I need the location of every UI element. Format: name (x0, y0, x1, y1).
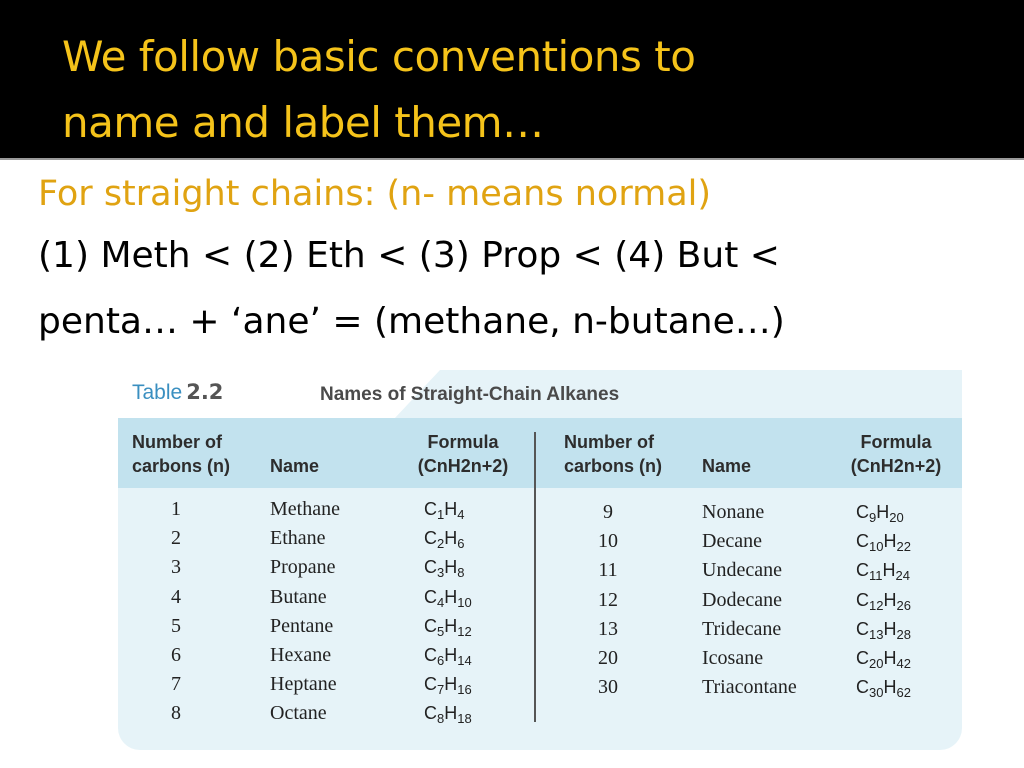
formula-hydrogen-subscript: 62 (896, 685, 911, 701)
alkane-name-cell: Ethane (270, 527, 326, 550)
formula-cell: $C_6H_{14}$ (424, 645, 472, 668)
header-carbon-count (132, 430, 230, 478)
carbon-count-cell: 20 (598, 647, 618, 669)
carbon-count-cell: 11 (598, 559, 618, 582)
formula-hydrogen-subscript: 24 (895, 568, 910, 584)
title-bar (0, 0, 1024, 160)
formula-carbon-subscript: 8 (437, 711, 445, 727)
header-carbon-count-right-line2: carbons (n) (564, 456, 663, 476)
formula-cell: $C_7H_{16}$ (424, 674, 472, 698)
formula-cell: $C_5H_{12}$ (424, 615, 472, 639)
header-name-right: Name (702, 456, 752, 476)
title-line-2: name and label them… (62, 98, 544, 147)
alkane-name-cell: Heptane (270, 673, 337, 696)
formula-cell: $C_{13}H_{28}$ (856, 618, 911, 642)
formula-carbon-subscript: 20 (869, 656, 884, 671)
formula-carbon-subscript: 4 (437, 594, 445, 610)
carbon-count-cell: 6 (171, 644, 181, 666)
formula-carbon-subscript: 3 (437, 565, 445, 581)
formula-hydrogen-subscript: 20 (889, 510, 904, 525)
carbon-count-cell: 13 (598, 617, 618, 640)
alkane-name-cell: Propane (270, 556, 336, 579)
formula-cell: $C_4H_{10}$ (424, 586, 472, 610)
carbon-count-cell: 12 (598, 588, 618, 611)
formula-carbon-subscript: 6 (437, 653, 445, 668)
header-formula-line2: (CnH2n+2) (417, 456, 509, 476)
carbon-count-cell: 3 (171, 556, 181, 579)
alkane-name-cell: Icosane (702, 647, 764, 669)
table-header (118, 418, 962, 488)
header-formula (408, 430, 518, 478)
formula-hydrogen-subscript: 14 (457, 653, 472, 668)
formula-hydrogen-subscript: 26 (896, 597, 911, 613)
table-number: 2.2 (186, 380, 224, 404)
formula-cell: $C_{10}H_{22}$ (856, 531, 911, 555)
formula-carbon-subscript: 7 (437, 682, 445, 698)
formula-hydrogen-subscript: 16 (457, 682, 472, 698)
formula-cell: $C_{20}H_{42}$ (856, 648, 911, 671)
carbon-count-cell: 7 (171, 673, 181, 696)
formula-cell: $C_2H_6$ (424, 528, 465, 552)
carbon-count-cell: 2 (171, 527, 181, 550)
carbon-count-cell: 9 (603, 501, 613, 523)
formula-hydrogen-subscript: 8 (457, 565, 465, 581)
formula-cell: $C_3H_8$ (424, 557, 465, 581)
table-caption: Names of Straight-Chain Alkanes (320, 384, 620, 405)
carbon-count-cell: 8 (171, 702, 181, 725)
column-divider (534, 432, 536, 722)
subtitle: For straight chains: (n- means normal) (38, 174, 712, 214)
formula-cell: $C_{11}H_{24}$ (856, 560, 910, 584)
formula-carbon-subscript: 1 (437, 507, 445, 522)
alkane-name-cell: Butane (270, 585, 327, 608)
title-line-1: We follow basic conventions to (62, 32, 696, 81)
header-carbon-count-right (564, 430, 662, 478)
formula-carbon-subscript: 11 (869, 568, 883, 584)
carbon-count-cell: 1 (171, 498, 181, 520)
formula-hydrogen-subscript: 22 (896, 539, 911, 555)
header-formula-right-line1: Formula (860, 432, 932, 452)
table-label (132, 380, 223, 405)
formula-hydrogen-subscript: 42 (896, 656, 911, 671)
formula-carbon-subscript: 5 (437, 623, 445, 639)
alkane-name-cell: Octane (270, 702, 327, 725)
formula-hydrogen-subscript: 10 (457, 594, 472, 610)
formula-carbon-subscript: 13 (869, 626, 884, 642)
alkane-name-cell: Nonane (702, 501, 765, 523)
header-formula-right-line2: (CnH2n+2) (850, 456, 942, 476)
slide-title (62, 24, 962, 156)
alkane-name-cell: Undecane (702, 559, 782, 582)
table-label-text: Table (132, 381, 183, 404)
carbon-count-cell: 5 (171, 614, 181, 637)
header-formula-line1: Formula (427, 432, 499, 452)
alkane-name-cell: Triacontane (702, 676, 797, 699)
formula-carbon-subscript: 30 (869, 685, 884, 701)
alkane-name-cell: Decane (702, 530, 762, 553)
alkane-name-cell: Tridecane (702, 617, 782, 640)
formula-hydrogen-subscript: 6 (457, 536, 465, 552)
formula-hydrogen-subscript: 28 (896, 626, 911, 642)
alkane-name-cell: Hexane (270, 644, 332, 666)
formula-cell: $C_1H_4$ (424, 499, 465, 522)
formula-carbon-subscript: 9 (869, 510, 877, 525)
header-carbon-count-right-line1: Number of (564, 432, 654, 452)
header-name: Name (270, 456, 320, 476)
formula-hydrogen-subscript: 12 (457, 623, 472, 639)
formula-cell: $C_{12}H_{26}$ (856, 589, 911, 613)
body-line-2: penta… + ‘ane’ = (methane, n-butane…) (38, 301, 785, 342)
formula-hydrogen-subscript: 18 (457, 711, 472, 727)
formula-carbon-subscript: 12 (869, 597, 884, 613)
formula-carbon-subscript: 10 (869, 539, 884, 555)
header-carbon-count-line2: carbons (n) (132, 456, 231, 476)
formula-hydrogen-subscript: 4 (457, 507, 465, 522)
carbon-count-cell: 30 (598, 676, 618, 699)
alkane-name-cell: Methane (270, 498, 340, 520)
formula-cell: $C_{30}H_{62}$ (856, 677, 911, 701)
formula-cell: $C_8H_{18}$ (424, 703, 472, 727)
alkane-name-cell: Pentane (270, 614, 334, 637)
formula-carbon-subscript: 2 (437, 536, 445, 552)
header-formula-right (836, 430, 956, 478)
carbon-count-cell: 4 (171, 585, 181, 608)
body-line-1: (1) Meth < (2) Eth < (3) Prop < (4) But < (38, 235, 780, 276)
alkane-name-cell: Dodecane (702, 588, 782, 611)
carbon-count-cell: 10 (598, 530, 618, 553)
header-carbon-count-line1: Number of (132, 432, 222, 452)
formula-cell: $C_9H_{20}$ (856, 502, 904, 525)
alkane-table (118, 370, 962, 750)
